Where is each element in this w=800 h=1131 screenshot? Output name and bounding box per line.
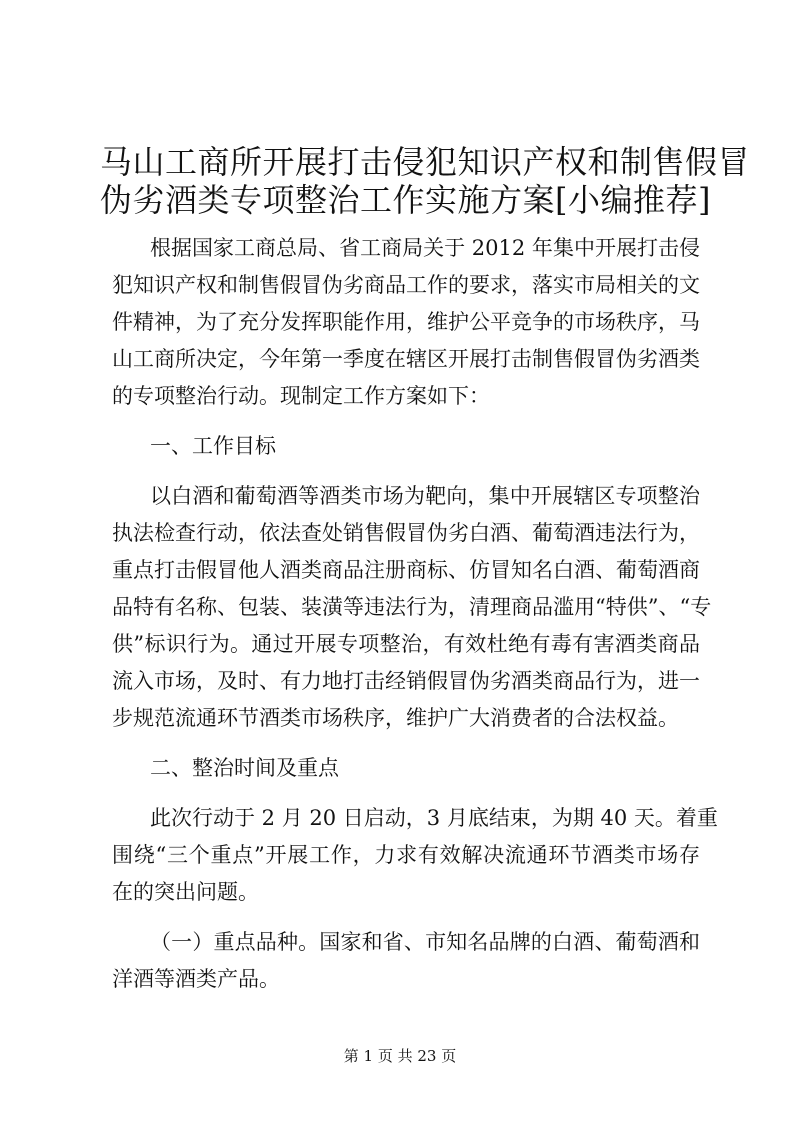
body-line-7: 以白酒和葡萄酒等酒类市场为靶向，集中开展辖区专项整治 — [150, 484, 700, 508]
body-line-16: 围绕“三个重点”开展工作，力求有效解决流通环节酒类市场存 — [112, 843, 700, 867]
body-line-17: 在的突出问题。 — [112, 880, 259, 904]
body-line-5: 的专项整治行动。现制定工作方案如下： — [112, 384, 490, 408]
section-heading-2: 二、整治时间及重点 — [150, 756, 339, 780]
body-line-4: 山工商所决定，今年第一季度在辖区开展打击制售假冒伪劣酒类 — [112, 347, 700, 371]
body-line-18: （一）重点品种。国家和省、市知名品牌的白酒、葡萄酒和 — [150, 930, 700, 954]
body-line-2: 犯知识产权和制售假冒伪劣商品工作的要求，落实市局相关的文 — [112, 273, 700, 297]
document-title-line-2: 伪劣酒类专项整治工作实施方案[小编推荐] — [100, 181, 711, 219]
body-line-8: 执法检查行动，依法查处销售假冒伪劣白酒、葡萄酒违法行为， — [112, 521, 700, 545]
body-line-3: 件精神，为了充分发挥职能作用，维护公平竞争的市场秩序，马 — [112, 310, 700, 334]
body-line-9: 重点打击假冒他人酒类商品注册商标、仿冒知名白酒、葡萄酒商 — [112, 558, 700, 582]
document-title-line-1: 马山工商所开展打击侵犯知识产权和制售假冒 — [100, 143, 751, 181]
body-line-10: 品特有名称、包装、装潢等违法行为，清理商品滥用“特供”、“专 — [112, 595, 712, 619]
body-line-19: 洋酒等酒类产品。 — [112, 967, 280, 991]
body-line-1: 根据国家工商总局、省工商局关于 2012 年集中开展打击侵 — [150, 236, 700, 260]
body-line-15: 此次行动于 2 月 20 日启动，3 月底结束，为期 40 天。着重 — [150, 806, 718, 830]
body-line-12: 流入市场，及时、有力地打击经销假冒伪劣酒类商品行为，进一 — [112, 669, 700, 693]
section-heading-1: 一、工作目标 — [150, 434, 276, 458]
page-number-footer: 第 1 页 共 23 页 — [343, 1047, 457, 1065]
body-line-13: 步规范流通环节酒类市场秩序，维护广大消费者的合法权益。 — [112, 706, 679, 730]
body-line-11: 供”标识行为。通过开展专项整治，有效杜绝有毒有害酒类商品 — [112, 632, 700, 656]
